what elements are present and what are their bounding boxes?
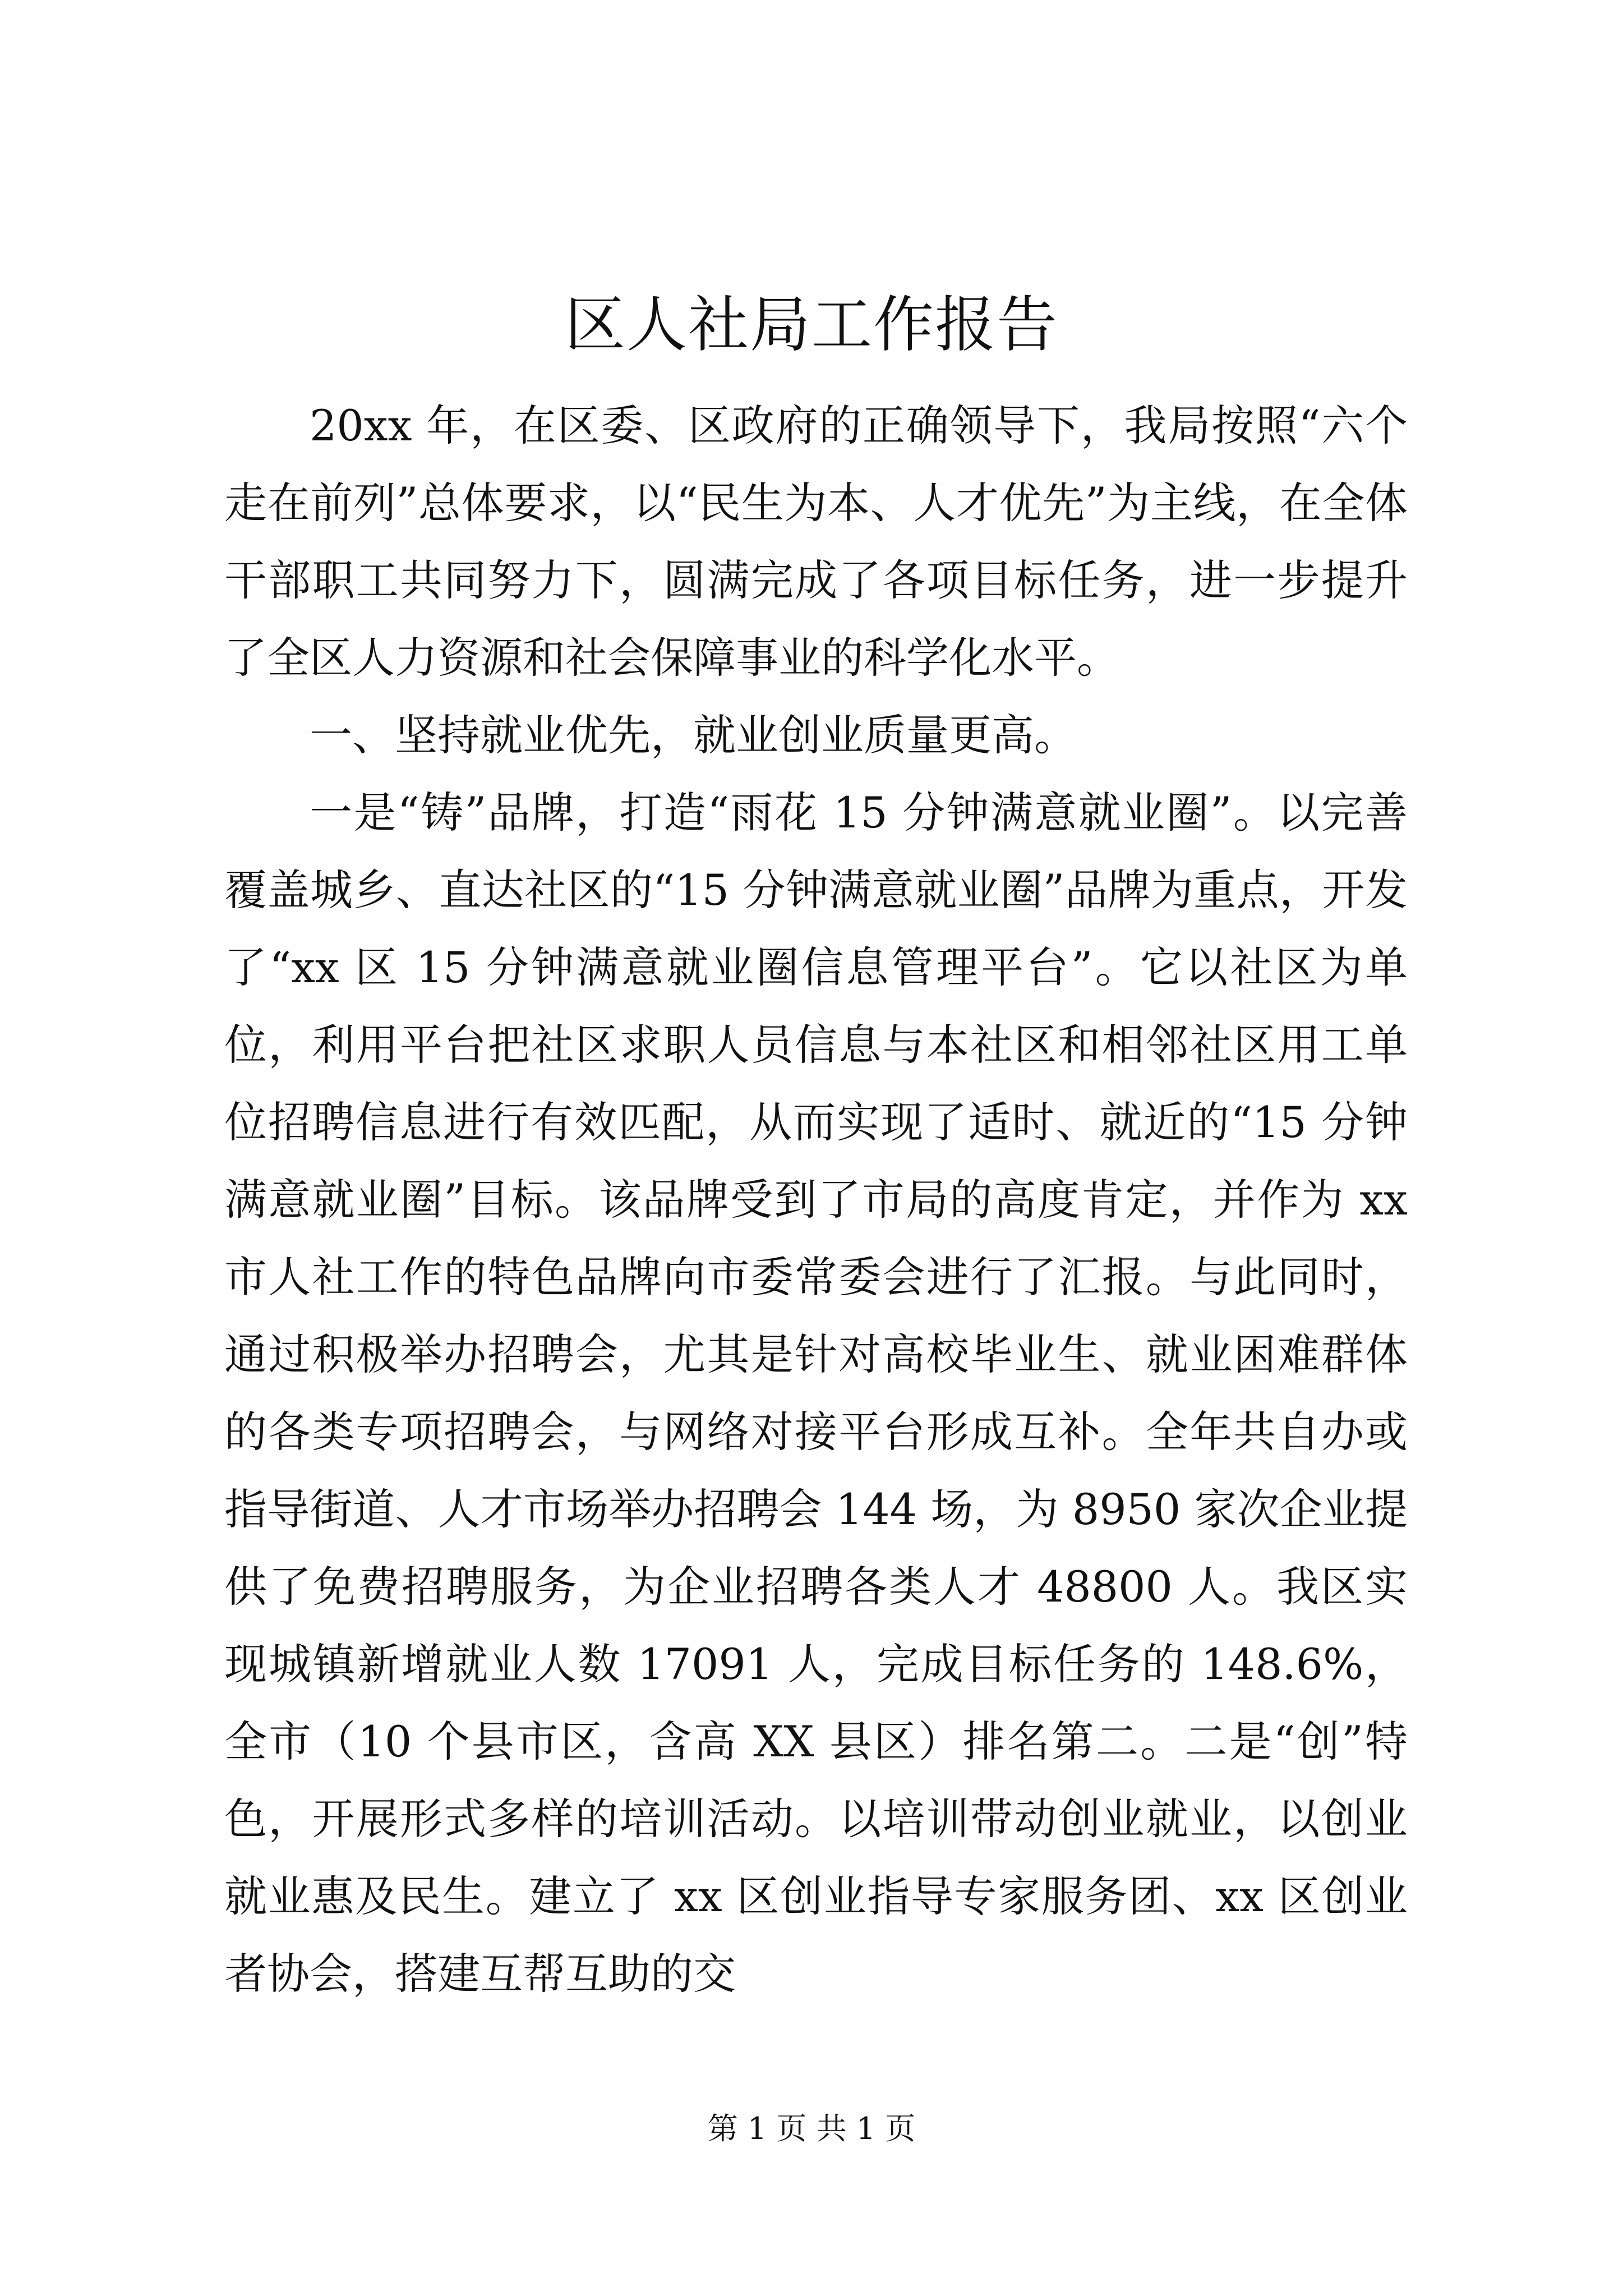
body-paragraph: 一是“铸”品牌，打造“雨花 15 分钟满意就业圈”。以完善覆盖城乡、直达社区的“15 分钟满意就业圈”品牌为重点，开发了“xx 区 15 分钟满意就业圈信息管理平台”。它以社区为单位，利用平台把社区求职人员信息与本社区和相邻社区用工单位招聘信息进行有效匹配，从而实现了适时、就近的“15 分钟满意就业圈”目标。该品牌受到了市局的高度肯定，并作为 xx 市人社工作的特色品牌向市委常委会进行了汇报。与此同时，通过积极举办招聘会，尤其是针对高校毕业生、就业困难群体的各类专项招聘会，与网络对接平台形成互补。全年共自办或指导街道、人才市场举办招聘会 144 场，为 8950 家次企业提供了免费招聘服务，为企业招聘各类人才 48800 人。我区实现城镇新增就业人数 17091 人，完成目标任务的 148.6%，全市（10 个县市区，含高 XX 县区）排名第二。二是“创”特色，开展形式多样的培训活动。以培训带动创业就业，以创业就业惠及民生。建立了 xx 区创业指导专家服务团、xx 区创业者协会，搭建互帮互助的交 (224, 788, 1408, 1999)
document-body (224, 387, 1408, 2013)
document-title: 区人社局工作报告 (564, 290, 1058, 360)
section-heading: 一、坚持就业优先，就业创业质量更高。 (310, 710, 1077, 760)
intro-paragraph: 20xx 年，在区委、区政府的正确领导下，我局按照“六个走在前列”总体要求，以“民生为本、人才优先”为主线，在全体干部职工共同努力下，圆满完成了各项目标任务，进一步提升了全区人力资源和社会保障事业的科学化水平。 (224, 401, 1408, 683)
page-footer: 第 1 页 共 1 页 (707, 2111, 916, 2146)
